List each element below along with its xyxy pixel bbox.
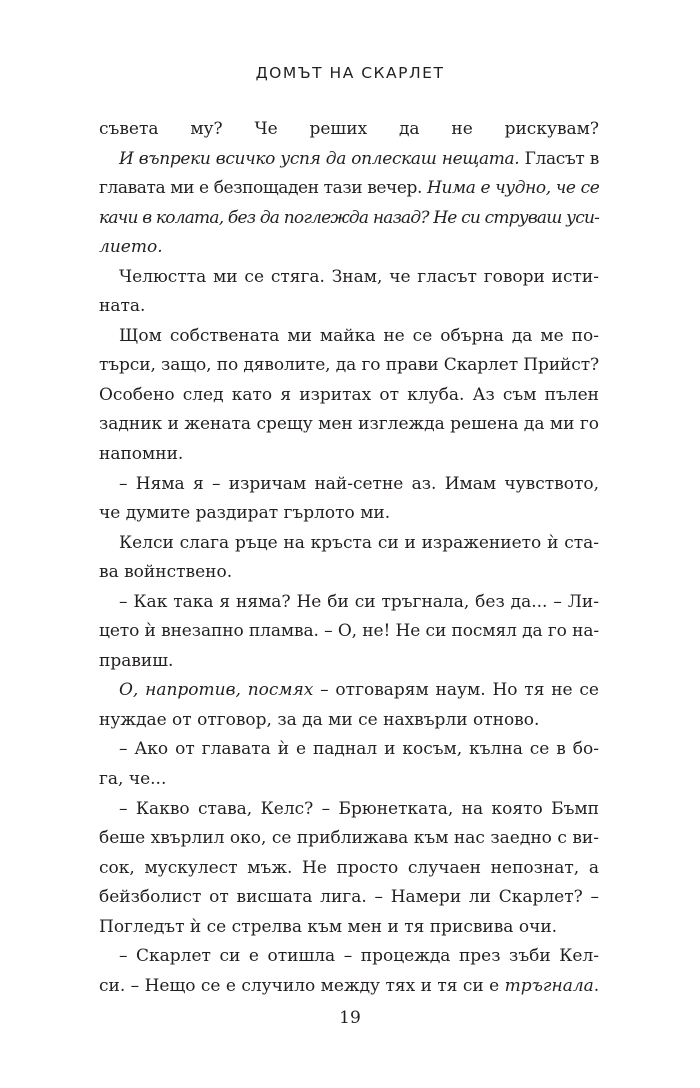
text-line: ва войнствено. — [99, 562, 233, 583]
page-number: 19 — [339, 1008, 361, 1028]
text-line: съвета му? Че реших да не рискувам? — [99, 119, 599, 139]
text-line: качи в колата, без да поглежда назад? Не си струваш уси- — [99, 207, 600, 228]
text-line: напомни. — [99, 444, 184, 465]
body-text — [99, 115, 599, 1001]
text-line: беше хвърлил око, се приближава към нас заедно с ви- — [99, 828, 599, 849]
text-line: – Ако от главата ѝ е паднал и косъм, кълна се в бо- — [119, 739, 599, 760]
text-line: правиш. — [99, 650, 174, 671]
running-header: ДОМЪТ НА СКАРЛЕТ — [255, 64, 445, 82]
text-line: Особено след като я изритах от клуба. Аз съм пълен — [99, 384, 599, 405]
text-line: задник и жената срещу мен изглежда решена да ми го — [99, 414, 599, 435]
text-line: О, напротив, посмях – отговарям наум. Но тя не се — [119, 680, 599, 701]
text-line: Челюстта ми се стяга. Знам, че гласът говори исти- — [119, 266, 599, 287]
text-line: нуждае от отговор, за да ми се нахвърли отново. — [99, 709, 540, 730]
text-line: ната. — [99, 296, 146, 317]
text-line: – Как така я няма? Не би си тръгнала, без да... – Ли- — [119, 591, 599, 612]
text-line: си. – Нещо се е случило между тях и тя си е тръгнала. — [99, 975, 600, 996]
text-line: – Какво става, Келс? – Брюнетката, на която Бъмп — [119, 798, 599, 819]
text-line: га, че... — [99, 769, 167, 790]
text-line: бейзболист от висшата лига. – Намери ли Скарлет? – — [99, 887, 599, 908]
text-line: – Скарлет си е отишла – процежда през зъби Кел- — [119, 946, 599, 967]
text-line: търси, защо, по дяволите, да го прави Скарлет Прийст? — [99, 355, 600, 376]
text-line: Погледът ѝ се стрелва към мен и тя присвива очи. — [99, 916, 558, 937]
text-line: цето ѝ внезапно пламва. – О, не! Не си посмял да го на- — [99, 621, 599, 642]
text-line: – Няма я – изричам най-сетне аз. Имам чувството, — [119, 473, 599, 494]
text-line: Келси слага ръце на кръста си и изражението ѝ ста- — [119, 532, 599, 553]
text-line: сок, мускулест мъж. Не просто случаен непознат, а — [99, 857, 599, 878]
text-line: лието. — [99, 237, 163, 258]
text-line: главата ми е безпощаден тази вечер. Нима е чудно, че се — [99, 178, 600, 199]
text-line: И въпреки всичко успя да оплескаш нещата. Гласът в — [119, 148, 599, 169]
text-line: че думите раздират гърлото ми. — [99, 503, 391, 524]
text-line: Щом собствената ми майка не се обърна да ме по- — [119, 325, 599, 346]
